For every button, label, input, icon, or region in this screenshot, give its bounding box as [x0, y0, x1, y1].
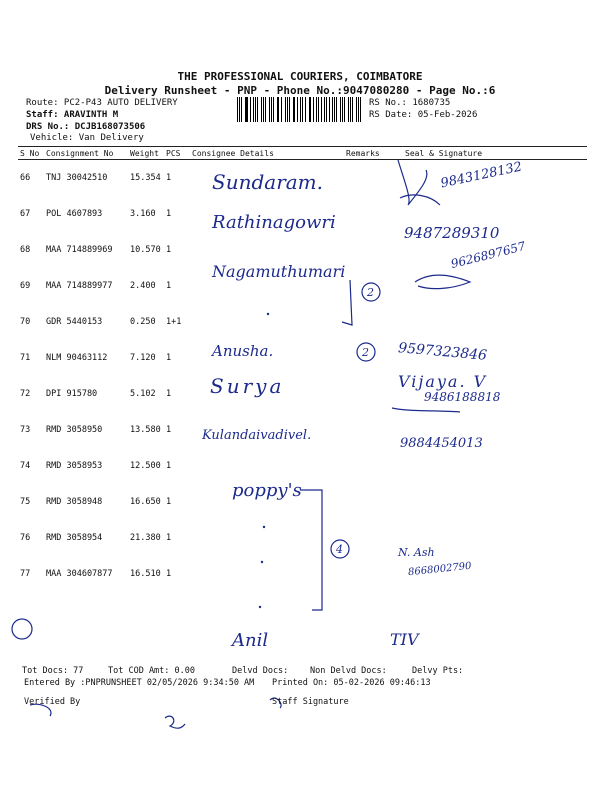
dot-mark-75: [261, 561, 263, 563]
dot-mark-76: [259, 606, 261, 608]
cell-weight: 3.160: [130, 208, 156, 219]
dot-mark-74: [263, 526, 265, 528]
cell-sno: 69: [20, 280, 31, 291]
hw-name-sundaram: Sundaram.: [212, 170, 323, 194]
printed-on: Printed On: 05-02-2026 09:46:13: [272, 678, 431, 688]
cell-sno: 70: [20, 316, 31, 327]
hw-name-anil: Anil: [232, 630, 269, 651]
cell-pcs: 1: [166, 460, 172, 471]
cell-consignment: RMD 3058948: [46, 496, 103, 507]
hw-sig-77: TIV: [390, 630, 419, 649]
hw-name-rathinagowri: Rathinagowri: [212, 212, 336, 233]
cell-pcs: 1: [166, 388, 172, 399]
hw-sig-phone-69: 9626897657: [449, 238, 527, 272]
hw-name-kulandaivadivel: Kulandaivadivel.: [202, 428, 312, 443]
cell-sno: 73: [20, 424, 31, 435]
circle-mark-77: [12, 619, 32, 639]
col-sno: S No: [18, 147, 44, 160]
cell-consignment: RMD 3058954: [46, 532, 103, 543]
cell-consignment: MAA 714889969: [46, 244, 113, 255]
hw-name-surya: Surya: [210, 374, 285, 398]
hw-name-poppys: poppy's: [232, 480, 302, 501]
circled-number-70: 2: [362, 346, 369, 359]
runsheet-subtitle: Delivery Runsheet - PNP - Phone No.:9047080280 - Page No.:6: [104, 84, 496, 97]
hw-sig-phone-71: 9486188818: [424, 390, 501, 404]
cell-pcs: 1: [166, 173, 172, 183]
cell-consignment: DPI 915780: [46, 388, 98, 399]
stroke-mark-69: [342, 280, 352, 325]
company-title: THE PROFESSIONAL COURIERS, COIMBATORE: [177, 70, 423, 83]
col-consignee: Consignee Details: [190, 147, 344, 160]
cell-weight: 0.250: [130, 316, 156, 327]
vehicle-label: Vehicle: Van Delivery: [30, 133, 144, 143]
cell-pcs: 1: [166, 568, 172, 579]
cell-pcs: 1: [166, 352, 172, 363]
hw-sig-name-71: Vijaya. V: [398, 372, 488, 391]
scribble-e-mark: [165, 716, 185, 728]
delvy-pts: Delvy Pts:: [412, 666, 464, 676]
cell-sno: 66: [20, 173, 31, 183]
tot-docs: Tot Docs: 77: [22, 666, 84, 676]
cell-sno: 67: [20, 208, 31, 219]
col-remarks: Remarks: [344, 147, 403, 160]
cell-pcs: 1: [166, 532, 172, 543]
hw-sig-phone-67: 9487289310: [404, 224, 500, 242]
cell-weight: 21.380: [130, 532, 161, 543]
col-weight: Weight: [128, 147, 164, 160]
cell-weight: 12.500: [130, 460, 161, 471]
hw-sig-phone-75: 8668002790: [407, 560, 473, 579]
cell-consignment: GDR 5440153: [46, 316, 103, 327]
hw-name-nagamuthumari: Nagamuthumari: [212, 262, 346, 281]
col-pcs: PCS: [164, 147, 190, 160]
cell-sno: 77: [20, 568, 31, 579]
cell-sno: 71: [20, 352, 31, 363]
non-delvd-docs: Non Delvd Docs:: [310, 666, 387, 676]
hw-sig-phone-72: 9884454013: [400, 436, 483, 451]
rs-date: RS Date: 05-Feb-2026: [369, 110, 478, 120]
col-consignment: Consignment No: [44, 147, 128, 160]
cell-consignment: TNJ 30042510: [46, 173, 108, 183]
cell-sno: 74: [20, 460, 31, 471]
drs-label: DRS No.: DCJB168073506: [26, 122, 146, 132]
staff-label: Staff: ARAVINTH M: [26, 110, 119, 120]
cell-consignment: POL 4607893: [46, 208, 103, 219]
hw-sig-phone-70: 9597323846: [397, 340, 488, 364]
route-label: Route: PC2-P43 AUTO DELIVERY: [26, 98, 178, 108]
circled-number-75: 4: [336, 543, 343, 556]
col-signature: Seal & Signature: [403, 147, 587, 160]
bracket-mark: [300, 490, 322, 610]
cell-pcs: 1: [166, 244, 172, 255]
delvd-docs: Delvd Docs:: [232, 666, 289, 676]
cell-consignment: MAA 304607877: [46, 568, 113, 579]
cell-weight: 16.650: [130, 496, 161, 507]
hw-sig-phone-66: 9843128132: [439, 159, 524, 192]
cell-pcs: 1: [166, 208, 172, 219]
scribble-sig-72: [392, 408, 460, 412]
tot-cod: Tot COD Amt: 0.00: [108, 666, 195, 676]
cell-sno: 76: [20, 532, 31, 543]
cell-sno: 75: [20, 496, 31, 507]
cell-weight: 16.510: [130, 568, 161, 579]
hw-name-anusha: Anusha.: [212, 342, 274, 360]
entered-by: Entered By :PNPRUNSHEET 02/05/2026 9:34:50 AM: [24, 678, 255, 688]
hw-sig-name-75: N. Ash: [398, 546, 435, 559]
circled-number-69: 2: [367, 286, 374, 299]
cell-consignment: MAA 714889977: [46, 280, 113, 291]
cell-weight: 13.580: [130, 424, 161, 435]
scribble-sig-67: [400, 195, 440, 205]
cell-pcs: 1+1: [166, 316, 182, 327]
cell-consignment: RMD 3058950: [46, 424, 103, 435]
cell-weight: 7.120: [130, 352, 156, 363]
cell-weight: 5.102: [130, 388, 156, 399]
scribble-sig-69: [415, 275, 470, 288]
cell-sno: 72: [20, 388, 31, 399]
cell-pcs: 1: [166, 496, 172, 507]
dot-mark-69: [267, 313, 269, 315]
rs-number: RS No.: 1680735: [369, 98, 451, 108]
cell-weight: 15.354: [130, 173, 161, 183]
cell-consignment: RMD 3058953: [46, 460, 103, 471]
cell-pcs: 1: [166, 424, 172, 435]
verified-by: Verified By: [24, 697, 81, 707]
cell-sno: 68: [20, 244, 31, 255]
cell-consignment: NLM 90463112: [46, 352, 108, 363]
cell-weight: 10.570: [130, 244, 161, 255]
staff-signature: Staff Signature: [272, 697, 349, 707]
scribble-sig-66: [398, 160, 427, 205]
cell-weight: 2.400: [130, 280, 156, 291]
cell-pcs: 1: [166, 280, 172, 291]
